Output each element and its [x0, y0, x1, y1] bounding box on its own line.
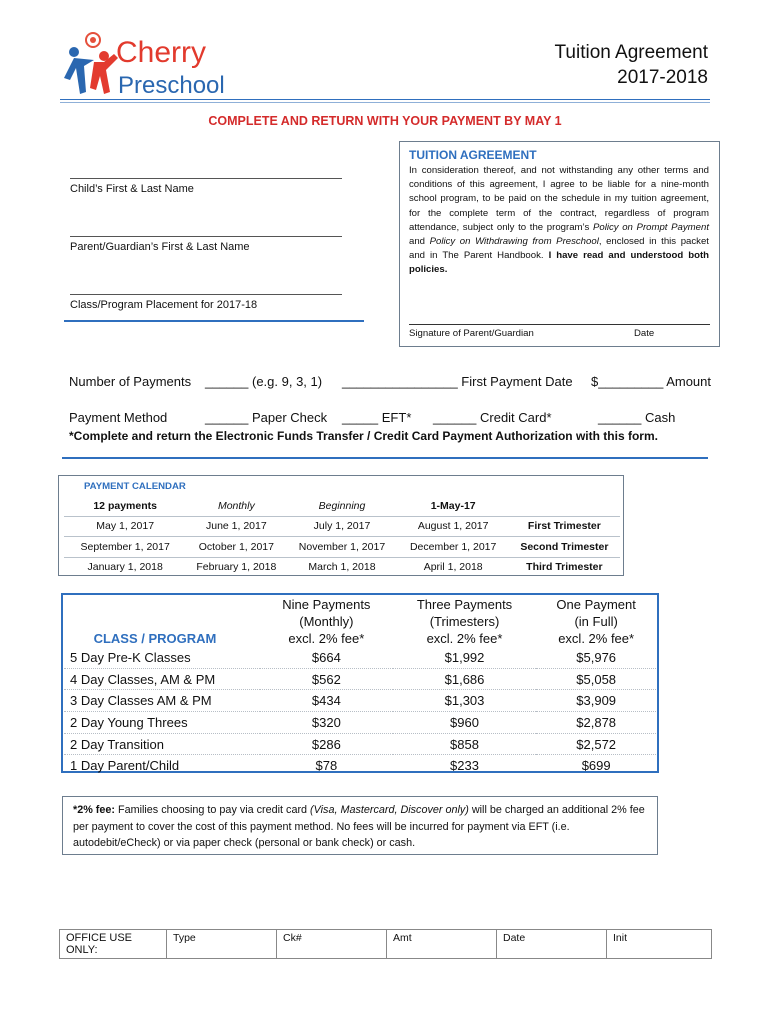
card-types: (Visa, Mastercard, Discover only)	[310, 804, 469, 816]
price-cell: $78	[315, 758, 338, 774]
pricing-row	[64, 668, 656, 690]
price-cell: $1,686	[393, 668, 537, 690]
price-cell: $286	[260, 733, 393, 755]
office-use-row	[60, 930, 712, 959]
class-name: 2 Day Young Threes	[64, 712, 260, 734]
column-fee-note: excl. 2% fee*	[288, 631, 365, 646]
column-subheader: (in Full)	[574, 614, 618, 629]
logo-text-cherry: Cherry	[116, 36, 207, 69]
page-title: Tuition Agreement	[554, 42, 708, 63]
left-section-divider	[64, 320, 364, 322]
cash-option[interactable]: ______ Cash	[598, 410, 676, 425]
pricing-table	[64, 596, 656, 776]
calendar-cell: August 1, 2017	[398, 516, 509, 537]
class-name: 2 Day Transition	[64, 733, 260, 755]
child-name-label: Child’s First & Last Name	[70, 183, 194, 195]
calendar-cell	[509, 496, 620, 516]
office-initials-field[interactable]: Init	[613, 932, 628, 944]
pricing-row	[64, 733, 656, 755]
signature-label: Signature of Parent/Guardian	[409, 328, 534, 339]
tuition-agreement-box	[399, 141, 720, 347]
price-cell: $2,878	[536, 712, 656, 734]
calendar-cell: 12 payments	[64, 496, 186, 516]
calendar-row	[64, 557, 620, 577]
calendar-row	[64, 537, 620, 558]
paper-check-option[interactable]: ______ Paper Check	[205, 410, 328, 425]
calendar-cell: March 1, 2018	[308, 561, 376, 574]
price-cell: $562	[260, 668, 393, 690]
policies-acknowledgement: I have read and understood both policies.	[409, 250, 709, 276]
calendar-cell: April 1, 2018	[423, 561, 483, 574]
price-cell: $233	[450, 758, 479, 774]
class-program-header-cell	[64, 596, 260, 647]
logo	[60, 30, 230, 100]
pricing-row	[64, 690, 656, 712]
office-date-field[interactable]: Date	[497, 930, 607, 959]
trimester-label: Second Trimester	[509, 537, 620, 558]
eft-option[interactable]: _____ EFT*	[342, 410, 412, 425]
office-use-table	[59, 929, 712, 959]
fee-note-text: will be charged an additional 2% fee per payment to cover the cost of this payment method. No fees will be incurred for payment via EFT (i.e. autodebit/eCheck) or via paper check (personal or bank check) or cash.	[73, 804, 645, 849]
pricing-row	[64, 647, 656, 668]
one-payment-header: One Payment	[556, 597, 636, 612]
class-name: 4 Day Classes, AM & PM	[64, 668, 260, 690]
pricing-header-row	[64, 596, 656, 613]
calendar-cell: 1-May-17	[398, 496, 509, 516]
price-cell: $858	[393, 733, 537, 755]
calendar-cell: July 1, 2017	[286, 516, 397, 537]
prompt-payment-policy: Policy on Prompt Payment	[592, 221, 709, 233]
pricing-row	[64, 712, 656, 734]
class-placement-line[interactable]	[70, 294, 342, 295]
office-check-number-field[interactable]: Ck#	[277, 930, 387, 959]
calendar-cell: February 1, 2018	[196, 561, 277, 574]
tuition-agreement-heading: TUITION AGREEMENT	[409, 148, 537, 162]
column-fee-note: excl. 2% fee*	[426, 631, 503, 646]
authorization-note: *Complete and return the Electronic Funds Transfer / Credit Card Payment Authorization with this form.	[69, 429, 658, 443]
calendar-cell: October 1, 2017	[186, 537, 286, 558]
price-cell: $1,992	[393, 647, 537, 668]
price-cell: $5,058	[536, 668, 656, 690]
child-name-line[interactable]	[70, 178, 342, 179]
agreement-text-part: In consideration thereof, and not withstanding any other terms and conditions of this agreement, I agree to be liable for a nine-month school program, to be paid on the schedule in my tuition agreement, for the complete term of the contract, regardless of program attendance, subject only to the program’s	[409, 165, 709, 233]
number-of-payments-field[interactable]: ______ (e.g. 9, 3, 1)	[205, 374, 323, 389]
price-cell: $3,909	[536, 690, 656, 712]
fee-note-text: Families choosing to pay via credit card	[115, 804, 311, 816]
header-divider	[60, 99, 710, 100]
calendar-cell: January 1, 2018	[87, 561, 163, 574]
three-payments-header: Three Payments	[416, 597, 513, 612]
return-instruction: COMPLETE AND RETURN WITH YOUR PAYMENT BY MAY 1	[208, 114, 562, 128]
payments-divider	[62, 457, 708, 459]
calendar-cell: May 1, 2017	[64, 516, 186, 537]
office-use-label: OFFICE USE ONLY:	[60, 930, 167, 959]
withdrawing-policy: Policy on Withdrawing from Preschool	[429, 236, 599, 248]
column-subheader: (Trimesters)	[429, 614, 500, 629]
class-placement-label: Class/Program Placement for 2017-18	[70, 299, 258, 311]
amount-field[interactable]: $_________ Amount	[591, 374, 711, 389]
header-divider-2	[60, 102, 710, 103]
calendar-cell: November 1, 2017	[286, 537, 397, 558]
office-type-field[interactable]: Type	[167, 930, 277, 959]
price-cell: $960	[393, 712, 537, 734]
calendar-cell: June 1, 2017	[186, 516, 286, 537]
price-cell: $1,303	[393, 690, 537, 712]
column-fee-note: excl. 2% fee*	[558, 631, 635, 646]
price-cell: $2,572	[536, 733, 656, 755]
trimester-label: Third Trimester	[526, 561, 603, 574]
calendar-cell: Beginning	[286, 496, 397, 516]
calendar-cell: September 1, 2017	[64, 537, 186, 558]
price-cell: $320	[260, 712, 393, 734]
column-subheader: (Monthly)	[299, 614, 354, 629]
parent-name-line[interactable]	[70, 236, 342, 237]
number-of-payments-label: Number of Payments	[69, 374, 192, 389]
calendar-cell: Monthly	[186, 496, 286, 516]
agreement-text-part: , enclosed in this packet and in The Parent Handbook.	[409, 236, 709, 262]
price-cell: $664	[260, 647, 393, 668]
price-cell: $434	[260, 690, 393, 712]
nine-payments-header: Nine Payments	[282, 597, 371, 612]
signature-line[interactable]	[409, 324, 710, 325]
trimester-label: First Trimester	[509, 516, 620, 537]
pricing-row	[64, 755, 656, 776]
credit-card-option[interactable]: ______ Credit Card*	[433, 410, 552, 425]
class-name: 3 Day Classes AM & PM	[64, 690, 260, 712]
payment-calendar-heading: PAYMENT CALENDAR	[84, 481, 186, 492]
calendar-cell: December 1, 2017	[398, 537, 509, 558]
school-year: 2017-2018	[617, 67, 708, 88]
price-cell: $5,976	[536, 647, 656, 668]
credit-card-fee-note	[62, 796, 658, 855]
agreement-text-part: and	[409, 236, 430, 248]
calendar-row	[64, 516, 620, 537]
tuition-agreement-text	[409, 164, 709, 278]
class-name: 5 Day Pre-K Classes	[64, 647, 260, 668]
class-program-header: CLASS / PROGRAM	[93, 631, 217, 646]
calendar-header-row	[64, 496, 620, 516]
preschool-logo-icon	[60, 30, 120, 100]
parent-name-label: Parent/Guardian’s First & Last Name	[70, 241, 250, 253]
price-cell: $699	[581, 758, 611, 774]
logo-text-preschool: Preschool	[118, 72, 225, 99]
office-amount-field[interactable]: Amt	[387, 930, 497, 959]
first-payment-date-field[interactable]: ________________ First Payment Date	[342, 374, 573, 389]
fee-note-bold: *2% fee:	[73, 804, 116, 816]
date-label: Date	[634, 328, 655, 339]
payment-method-label: Payment Method	[69, 410, 168, 425]
payment-calendar-table	[64, 496, 620, 577]
class-name: 1 Day Parent/Child	[70, 758, 180, 774]
